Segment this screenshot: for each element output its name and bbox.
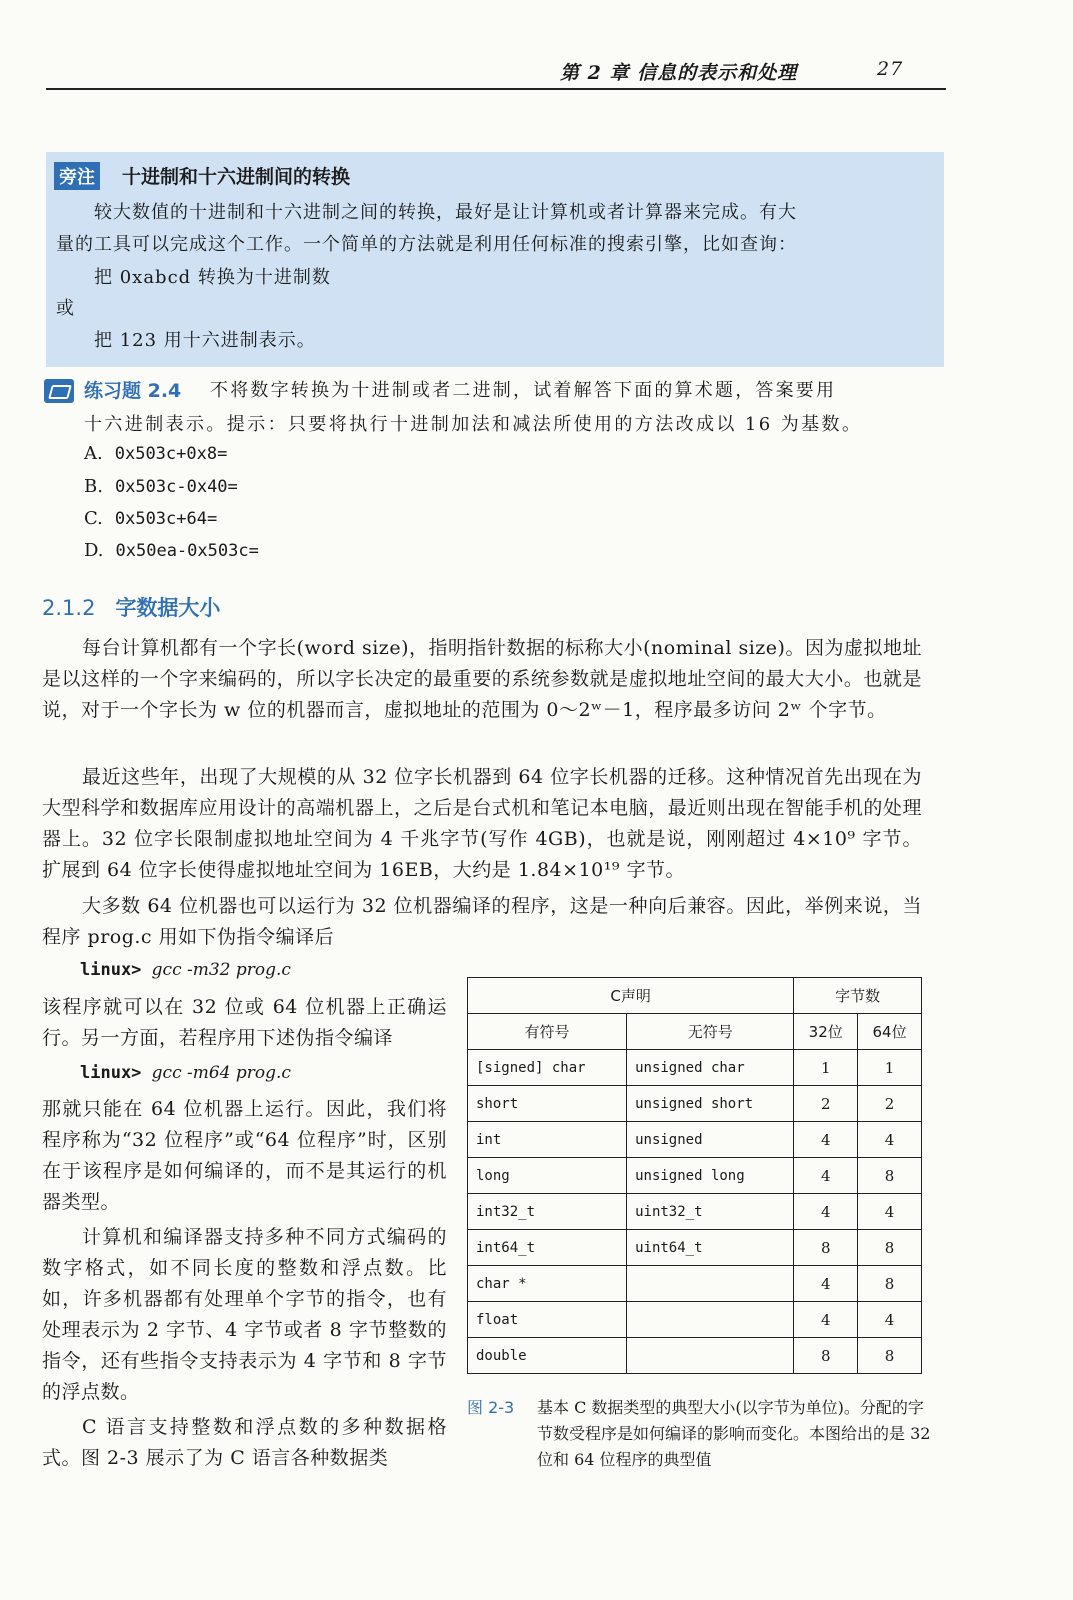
cmd-text: gcc -m32 prog.c	[151, 960, 291, 980]
header-bytes: 字节数	[794, 978, 922, 1014]
cell-signed: int64_t	[468, 1230, 627, 1266]
cell-64: 4	[858, 1194, 922, 1230]
table-row	[468, 1086, 922, 1122]
cell-32: 4	[794, 1266, 858, 1302]
aside-query-2: 把 123 用十六进制表示。	[94, 330, 316, 351]
paragraph-1: 每台计算机都有一个字长(word size)，指明指针数据的标称大小(nominal size)。因为虚拟地址是以这样的一个字来编码的，所以字长决定的最重要的系统参数就是虚拟地址空间的最大大小。也就是说，对于一个字长为 w 位的机器而言，虚拟地址的范围为 0～2ʷ－1，程序最多访问 2ʷ 个字节。	[42, 637, 922, 721]
cell-64: 4	[858, 1302, 922, 1338]
command-line-1	[80, 960, 291, 980]
table-row	[468, 1266, 922, 1302]
paragraph-7: C 语言支持整数和浮点数的多种数据格式。图 2-3 展示了为 C 语言各种数据类	[42, 1416, 447, 1469]
cell-unsigned	[627, 1266, 794, 1302]
section-number: 2.1.2	[42, 596, 96, 620]
item-expr: 0x503c+64=	[114, 509, 218, 529]
cell-64: 8	[858, 1158, 922, 1194]
header-signed: 有符号	[468, 1014, 627, 1050]
cell-signed: char *	[468, 1266, 627, 1302]
item-expr: 0x503c+0x8=	[114, 444, 228, 464]
cell-32: 4	[794, 1158, 858, 1194]
cell-32: 4	[794, 1122, 858, 1158]
paragraph-6: 计算机和编译器支持多种不同方式编码的数字格式，如不同长度的整数和浮点数。比如，许多机器都有处理单个字节的指令，也有处理表示为 2 字节、4 字节或者 8 字节整数的指令，还有些指令支持表示为 4 字节和 8 字节的浮点数。	[42, 1226, 447, 1403]
cell-unsigned: unsigned long	[627, 1158, 794, 1194]
exercise-item	[84, 443, 227, 464]
cmd-prompt: linux>	[80, 960, 142, 980]
cell-signed: [signed] char	[468, 1050, 627, 1086]
table-row	[468, 1050, 922, 1086]
aside-tag: 旁注	[54, 162, 100, 190]
command-line-2	[80, 1063, 291, 1083]
table-row	[468, 1158, 922, 1194]
cell-64: 8	[858, 1338, 922, 1374]
table-row	[468, 1230, 922, 1266]
exercise-item	[84, 540, 259, 561]
cell-unsigned	[627, 1338, 794, 1374]
cell-signed: float	[468, 1302, 627, 1338]
cell-32: 1	[794, 1050, 858, 1086]
table-subheader-row	[468, 1014, 922, 1050]
running-header	[560, 58, 960, 85]
cell-unsigned: unsigned char	[627, 1050, 794, 1086]
page-number: 27	[877, 58, 904, 80]
exercise-icon	[44, 379, 74, 403]
header-64bit: 64位	[858, 1014, 922, 1050]
cell-32: 8	[794, 1230, 858, 1266]
cell-32: 8	[794, 1338, 858, 1374]
cell-64: 1	[858, 1050, 922, 1086]
cell-unsigned: unsigned short	[627, 1086, 794, 1122]
cell-32: 4	[794, 1302, 858, 1338]
figure-caption-text: 基本 C 数据类型的典型大小(以字节为单位)。分配的字节数受程序是如何编译的影响而变化。本图给出的是 32 位和 64 位程序的典型值	[537, 1398, 931, 1469]
item-letter: A.	[84, 443, 103, 464]
cell-unsigned	[627, 1302, 794, 1338]
exercise-text-2: 十六进制表示。提示：只要将执行十进制加法和减法所使用的方法改成以 16 为基数。	[84, 414, 863, 435]
cell-32: 2	[794, 1086, 858, 1122]
aside-title: 十进制和十六进制间的转换	[122, 166, 351, 188]
section-heading	[42, 592, 220, 622]
cell-signed: int32_t	[468, 1194, 627, 1230]
cmd-text: gcc -m64 prog.c	[151, 1063, 291, 1083]
aside-line-1: 较大数值的十进制和十六进制之间的转换，最好是让计算机或者计算器来完成。有大	[94, 202, 797, 223]
paragraph-4: 该程序就可以在 32 位或 64 位机器上正确运行。另一方面，若程序用下述伪指令编译	[42, 996, 447, 1049]
cell-64: 4	[858, 1122, 922, 1158]
exercise-text-1: 不将数字转换为十进制或者二进制，试着解答下面的算术题，答案要用	[210, 380, 837, 401]
paragraph-5: 那就只能在 64 位机器上运行。因此，我们将程序称为“32 位程序”或“64 位程序”时，区别在于该程序是如何编译的，而不是其运行的机器类型。	[42, 1098, 447, 1213]
exercise-item	[84, 476, 238, 497]
aside-box	[46, 152, 944, 367]
cell-64: 2	[858, 1086, 922, 1122]
cell-32: 4	[794, 1194, 858, 1230]
section-title: 字数据大小	[115, 596, 221, 620]
header-32bit: 32位	[794, 1014, 858, 1050]
cell-unsigned: uint64_t	[627, 1230, 794, 1266]
header-c-declaration: C声明	[468, 978, 794, 1014]
item-letter: B.	[84, 476, 103, 497]
cell-unsigned: uint32_t	[627, 1194, 794, 1230]
cell-signed: short	[468, 1086, 627, 1122]
cell-unsigned: unsigned	[627, 1122, 794, 1158]
item-letter: C.	[84, 508, 103, 529]
exercise-item	[84, 508, 217, 529]
item-letter: D.	[84, 540, 104, 561]
item-expr: 0x50ea-0x503c=	[115, 541, 259, 561]
aside-or: 或	[56, 298, 75, 319]
aside-line-2: 量的工具可以完成这个工作。一个简单的方法就是利用任何标准的搜索引擎，比如查询：	[56, 234, 797, 255]
cell-signed: long	[468, 1158, 627, 1194]
table-header-row	[468, 978, 922, 1014]
table-row	[468, 1194, 922, 1230]
paragraph-2: 最近这些年，出现了大规模的从 32 位字长机器到 64 位字长机器的迁移。这种情况首先出现在为大型科学和数据库应用设计的高端机器上，之后是台式机和笔记本电脑，最近则出现在智能手机的处理器上。32 位字长限制虚拟地址空间为 4 千兆字节(写作 4GB)，也就是说，刚刚超过 4×10⁹ 字节。扩展到 64 位字长使得虚拟地址空间为 16EB，大约是 1.84×10¹⁹ 字节。	[42, 766, 922, 881]
figure-number: 图 2-3	[467, 1398, 515, 1417]
c-types-table	[467, 977, 922, 1374]
table-row	[468, 1302, 922, 1338]
table-row	[468, 1122, 922, 1158]
cell-64: 8	[858, 1230, 922, 1266]
paragraph-3: 大多数 64 位机器也可以运行为 32 位机器编译的程序，这是一种向后兼容。因此，举例来说，当程序 prog.c 用如下伪指令编译后	[42, 895, 922, 948]
exercise-label: 练习题 2.4	[84, 380, 182, 402]
header-rule	[46, 88, 946, 90]
cell-signed: int	[468, 1122, 627, 1158]
header-unsigned: 无符号	[627, 1014, 794, 1050]
cell-signed: double	[468, 1338, 627, 1374]
table-row	[468, 1338, 922, 1374]
aside-query-1: 把 0xabcd 转换为十进制数	[94, 267, 331, 288]
chapter-title: 第 2 章 信息的表示和处理	[560, 62, 798, 84]
cmd-prompt: linux>	[80, 1063, 142, 1083]
cell-64: 8	[858, 1266, 922, 1302]
item-expr: 0x503c-0x40=	[114, 477, 238, 497]
